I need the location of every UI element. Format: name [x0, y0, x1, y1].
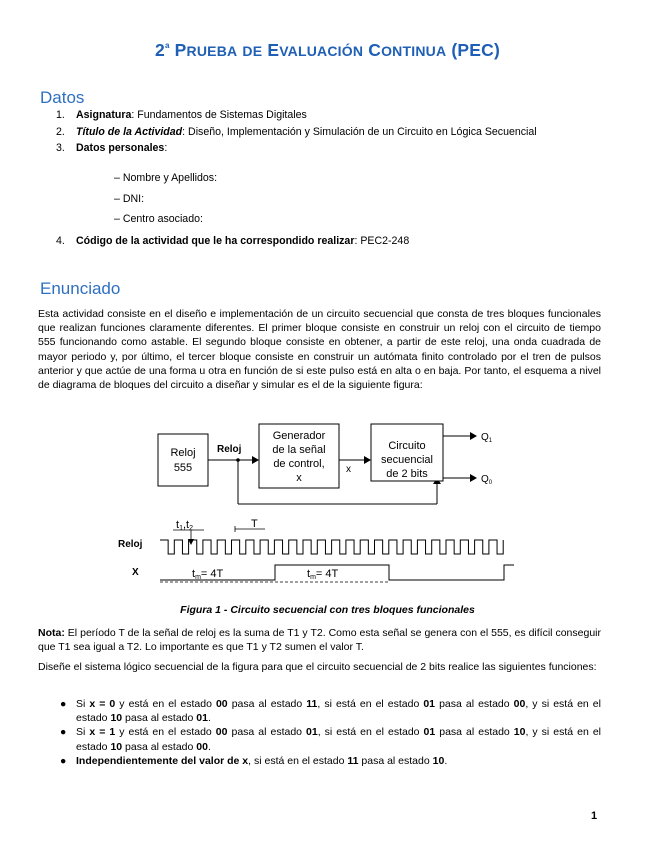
arrowhead	[252, 456, 259, 464]
datos-item-4: 4. Código de la actividad que le ha correspondido realizar: PEC2-248	[56, 235, 410, 247]
field-dni: – DNI:	[114, 193, 145, 205]
datos-item-1: 1. Asignatura: Fundamentos de Sistemas Digitales	[56, 109, 307, 121]
arrowhead	[470, 432, 477, 440]
figure-caption: Figura 1 - Circuito secuencial con tres bloques funcionales	[180, 604, 475, 616]
gen-label-3: de control,	[273, 458, 325, 470]
reloj-block-label-2: 555	[173, 462, 193, 474]
gen-label-4: x	[296, 472, 302, 484]
arrowhead	[364, 456, 371, 464]
document-title: 2$^a$ PRUEBA DE EVALUACIÓN CONTINUA (PEC)	[155, 40, 500, 60]
x-row-label: X	[132, 567, 139, 578]
seq-label-2: secuencial	[381, 454, 433, 466]
seq-label-3: de 2 bits	[386, 468, 428, 480]
page-number: 1	[591, 810, 598, 822]
function-item-3: ● Independientemente del valor de x, si está en el estado 11 pasa al estado 10.	[60, 754, 448, 767]
enunciado-heading: Enunciado	[40, 279, 121, 298]
reloj-wire-label: Reloj	[217, 444, 242, 455]
arrowhead	[470, 474, 477, 482]
T-label: T	[251, 518, 258, 530]
seq-label-1: Circuito	[388, 440, 426, 452]
datos-heading: Datos	[40, 88, 85, 107]
datos-item-3: 3. Datos personales:	[56, 142, 168, 154]
q0-label: $Q_0$	[481, 474, 493, 486]
clock-waveform	[160, 540, 503, 554]
gen-label-2: de la señal	[272, 444, 326, 456]
q1-label: $Q_1$	[481, 432, 493, 444]
field-nombre: – Nombre y Apellidos:	[114, 172, 218, 184]
datos-item-2: 2. Título de la Actividad: Diseño, Implementación y Simulación de un Circuito en Lógica Secuencial	[56, 125, 537, 138]
tm-label-1: tm= 4T	[192, 568, 224, 581]
nota-paragraph: Nota: El período T de la señal de reloj es la suma de T1 y T2. Como esta señal se genera con el 555, es difícil conseguir que T1 sea igual a T2. Lo importante es que T1 y T2 sumen el valor T.	[38, 627, 601, 654]
x-wire-label: x	[346, 464, 351, 475]
design-intro: Diseñe el sistema lógico secuencial de la figura para que el circuito secuencial de 2 bits realice las siguientes funciones:	[38, 661, 597, 673]
gen-label-1: Generador	[272, 430, 326, 442]
datos-list-cont	[56, 233, 409, 250]
function-item-2: ● Si x = 1 y está en el estado 00 pasa al estado 01, si está en el estado 01 pasa al estado 10, y si está en el estado 10 pasa al estado 00.	[60, 726, 601, 753]
tm-label-2: tm= 4T	[307, 568, 339, 581]
reloj-555-block	[158, 434, 208, 486]
reloj-block-label-1: Reloj	[170, 447, 196, 459]
function-list	[56, 697, 601, 768]
reloj-row-label: Reloj	[118, 539, 143, 550]
t1-t2-label: t1,t2	[176, 519, 193, 532]
block-diagram-figure	[100, 418, 530, 600]
field-centro: – Centro asociado:	[114, 213, 203, 225]
enunciado-paragraph: Esta actividad consiste en el diseño e implementación de un circuito secuencial que consta de tres bloques funcionales que realizan funciones claramente diferentes. El primer bloque consiste en construir un reloj con el circuito de tiempo 555 funcionando como astable. El segundo bloque consiste en obtener, a partir de este reloj, una onda cuadrada de mayor periodo y, por último, el tercer bloque consiste en construir un autómata finito controlado por el tren de pulsos anterior y que actúe de una forma u otra en función de si este pulso está en alta o en baja. Por tanto, el esquema a nivel de diagrama de bloques del circuito a diseñar y simular es el de la siguiente figura:	[38, 308, 601, 392]
datos-list	[56, 107, 537, 157]
function-item-1: ● Si x = 0 y está en el estado 00 pasa al estado 11, si está en el estado 01 pasa al estado 00, y si está en el estado 10 pasa al estado 01.	[60, 698, 601, 725]
